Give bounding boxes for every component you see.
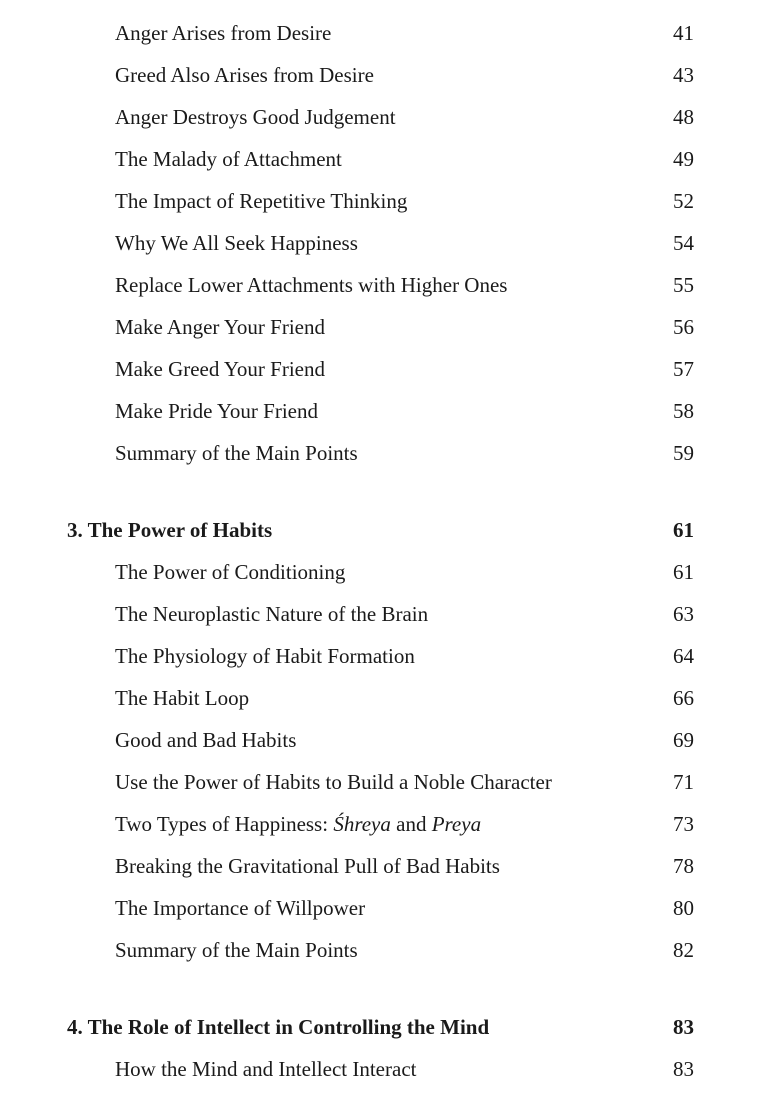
- toc-entry[interactable]: [0, 929, 780, 971]
- chapter-title: 3. The Power of Habits: [67, 518, 273, 542]
- entry-title: Breaking the Gravitational Pull of Bad Habits: [115, 854, 500, 878]
- entry-page-number: 59: [673, 441, 694, 465]
- entry-title: Why We All Seek Happiness: [115, 231, 358, 255]
- entry-title: Anger Destroys Good Judgement: [115, 105, 396, 129]
- entry-page-number: 57: [673, 357, 694, 381]
- entry-title: Make Greed Your Friend: [115, 357, 325, 381]
- toc-entry[interactable]: [0, 887, 780, 929]
- toc-entry[interactable]: [0, 138, 780, 180]
- entry-title: How the Mind and Intellect Interact: [115, 1057, 417, 1081]
- entry-title: [115, 803, 481, 845]
- toc-entry[interactable]: [0, 593, 780, 635]
- toc-entry[interactable]: [0, 54, 780, 96]
- toc-entry[interactable]: [0, 432, 780, 474]
- entry-page-number: 61: [673, 560, 694, 584]
- chapter-heading[interactable]: [0, 509, 780, 551]
- chapter-page-number: 83: [673, 1015, 694, 1039]
- entry-title-segment: Two Types of Happiness:: [115, 812, 334, 836]
- toc-entry[interactable]: [0, 348, 780, 390]
- toc-entry[interactable]: [0, 845, 780, 887]
- entry-title: Make Pride Your Friend: [115, 399, 318, 423]
- entry-page-number: 82: [673, 938, 694, 962]
- italic-term: Śhreya: [333, 812, 391, 836]
- entry-page-number: 69: [673, 728, 694, 752]
- italic-term: Preya: [431, 812, 482, 836]
- entry-page-number: 49: [673, 147, 694, 171]
- entry-title-segment: and: [390, 812, 432, 836]
- entry-title: The Importance of Willpower: [115, 896, 366, 920]
- entry-title: Anger Arises from Desire: [115, 21, 332, 45]
- entry-title: The Impact of Repetitive Thinking: [115, 189, 408, 213]
- entry-title: The Neuroplastic Nature of the Brain: [115, 602, 429, 626]
- toc-entry[interactable]: [0, 306, 780, 348]
- entry-title: Greed Also Arises from Desire: [115, 63, 374, 87]
- entry-page-number: 43: [673, 63, 694, 87]
- entry-page-number: 55: [673, 273, 694, 297]
- table-of-contents: [0, 12, 780, 1090]
- chapter-heading[interactable]: [0, 1006, 780, 1048]
- chapter-page-number: 61: [673, 518, 694, 542]
- entry-title: The Malady of Attachment: [115, 147, 342, 171]
- entry-page-number: 80: [673, 896, 694, 920]
- entry-page-number: 64: [673, 644, 694, 668]
- toc-entry[interactable]: [0, 12, 780, 54]
- toc-entry[interactable]: [0, 222, 780, 264]
- entry-page-number: 63: [673, 602, 694, 626]
- entry-page-number: 54: [673, 231, 694, 255]
- entry-title: The Habit Loop: [115, 686, 250, 710]
- entry-page-number: 56: [673, 315, 694, 339]
- section-gap: [0, 971, 780, 1006]
- entry-page-number: 78: [673, 854, 694, 878]
- entry-title: The Physiology of Habit Formation: [115, 644, 415, 668]
- entry-title: Summary of the Main Points: [115, 441, 358, 465]
- entry-title: The Power of Conditioning: [115, 560, 346, 584]
- toc-entry[interactable]: [0, 180, 780, 222]
- toc-entry[interactable]: [0, 677, 780, 719]
- entry-page-number: 66: [673, 686, 694, 710]
- entry-title: Use the Power of Habits to Build a Noble Character: [115, 770, 552, 794]
- entry-title: Summary of the Main Points: [115, 938, 358, 962]
- toc-entry[interactable]: [0, 390, 780, 432]
- chapter-title: 4. The Role of Intellect in Controlling the Mind: [67, 1015, 490, 1039]
- entry-page-number: 73: [673, 812, 694, 836]
- toc-entry[interactable]: [0, 719, 780, 761]
- entry-page-number: 58: [673, 399, 694, 423]
- toc-entry[interactable]: [0, 635, 780, 677]
- entry-page-number: 48: [673, 105, 694, 129]
- toc-entry[interactable]: [0, 551, 780, 593]
- entry-page-number: 83: [673, 1057, 694, 1081]
- entry-title: Good and Bad Habits: [115, 728, 297, 752]
- entry-page-number: 71: [673, 770, 694, 794]
- entry-page-number: 52: [673, 189, 694, 213]
- entry-page-number: 41: [673, 21, 694, 45]
- toc-entry[interactable]: [0, 264, 780, 306]
- toc-entry[interactable]: [0, 803, 780, 845]
- section-gap: [0, 474, 780, 509]
- toc-entry[interactable]: [0, 761, 780, 803]
- toc-entry[interactable]: [0, 96, 780, 138]
- entry-title: Make Anger Your Friend: [115, 315, 325, 339]
- entry-title: Replace Lower Attachments with Higher Ones: [115, 273, 508, 297]
- toc-entry[interactable]: [0, 1048, 780, 1090]
